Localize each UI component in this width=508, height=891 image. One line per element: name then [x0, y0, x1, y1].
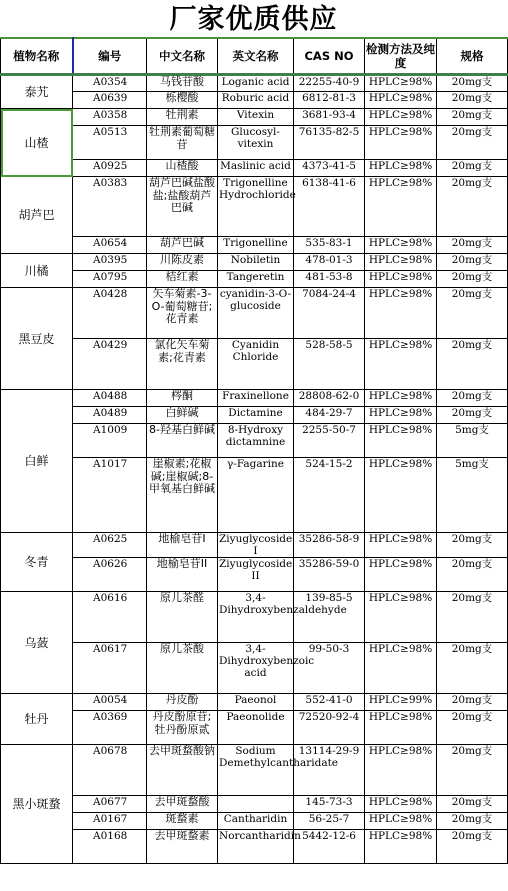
header-code: 编号 [73, 38, 147, 75]
english-name-cell [218, 796, 294, 813]
english-name-cell: Vitexin [218, 109, 294, 126]
table-row [1, 458, 508, 533]
product-code-cell: A0354 [73, 75, 147, 92]
english-name-cell: cyanidin-3-O-glucoside [218, 288, 294, 339]
english-name-cell: Trigonelline [218, 237, 294, 254]
cas-number-cell: 6812-81-3 [294, 92, 365, 109]
method-cell: HPLC≥98% [365, 126, 437, 160]
method-cell: HPLC≥98% [365, 407, 437, 424]
product-code-cell: A0167 [73, 813, 147, 830]
chinese-name-cell: 马钱苷酸 [147, 75, 218, 92]
english-name-cell: Trigonelline Hydrochloride [218, 177, 294, 237]
spec-cell: 20mg支 [437, 339, 508, 390]
method-cell: HPLC≥98% [365, 177, 437, 237]
method-cell: HPLC≥98% [365, 424, 437, 458]
table-row [1, 796, 508, 813]
plant-name-cell: 乌蔹 [1, 592, 73, 694]
table-row [1, 160, 508, 177]
english-name-cell: Cantharidin [218, 813, 294, 830]
plant-name-cell: 白鲜 [1, 390, 73, 533]
english-name-cell: γ-Fagarine [218, 458, 294, 533]
header-row [1, 38, 508, 75]
plant-name-cell: 川橘 [1, 254, 73, 288]
spec-cell: 20mg支 [437, 92, 508, 109]
header-spec: 规格 [437, 38, 508, 75]
chinese-name-cell: 原儿茶醛 [147, 592, 218, 643]
method-cell: HPLC≥98% [365, 592, 437, 643]
cas-number-cell: 145-73-3 [294, 796, 365, 813]
header-method: 检测方法及纯度 [365, 38, 437, 75]
product-code-cell: A0617 [73, 643, 147, 694]
cas-number-cell: 72520-92-4 [294, 711, 365, 745]
chinese-name-cell: 去甲斑蝥素 [147, 830, 218, 864]
product-code-cell: A0925 [73, 160, 147, 177]
cas-number-cell: 28808-62-0 [294, 390, 365, 407]
chinese-name-cell: 牡荆素 [147, 109, 218, 126]
product-code-cell: A0358 [73, 109, 147, 126]
product-code-cell: A0639 [73, 92, 147, 109]
cas-number-cell: 5442-12-6 [294, 830, 365, 864]
table-row [1, 643, 508, 694]
spec-cell: 5mg支 [437, 424, 508, 458]
method-cell: HPLC≥98% [365, 745, 437, 796]
english-name-cell: 3,4-Dihydroxybenzoic acid [218, 643, 294, 694]
method-cell: HPLC≥98% [365, 458, 437, 533]
cas-number-cell: 6138-41-6 [294, 177, 365, 237]
product-code-cell: A0513 [73, 126, 147, 160]
english-name-cell: Paeonol [218, 694, 294, 711]
document-title: 厂家优质供应 [169, 4, 338, 35]
table-row [1, 745, 508, 796]
table-row [1, 390, 508, 407]
table-row [1, 237, 508, 254]
spec-cell: 20mg支 [437, 830, 508, 864]
product-code-cell: A0625 [73, 533, 147, 558]
cas-number-cell: 99-50-3 [294, 643, 365, 694]
chinese-name-cell: 川陈皮素 [147, 254, 218, 271]
product-code-cell: A0616 [73, 592, 147, 643]
spec-cell: 20mg支 [437, 254, 508, 271]
cas-number-cell: 478-01-3 [294, 254, 365, 271]
table-row [1, 830, 508, 864]
table-row [1, 126, 508, 160]
product-code-cell: A0488 [73, 390, 147, 407]
spec-cell: 20mg支 [437, 407, 508, 424]
english-name-cell: Roburic acid [218, 92, 294, 109]
cas-number-cell: 2255-50-7 [294, 424, 365, 458]
chinese-name-cell: 地榆皂苷II [147, 558, 218, 592]
table-row [1, 254, 508, 271]
cas-number-cell: 56-25-7 [294, 813, 365, 830]
product-table [0, 37, 508, 864]
plant-name-cell: 山楂 [1, 109, 73, 177]
spec-cell: 20mg支 [437, 75, 508, 92]
cas-number-cell: 35286-58-9 [294, 533, 365, 558]
english-name-cell: Sodium Demethylcantharidate [218, 745, 294, 796]
product-code-cell: A0428 [73, 288, 147, 339]
method-cell: HPLC≥98% [365, 830, 437, 864]
english-name-cell: Nobiletin [218, 254, 294, 271]
cas-number-cell: 535-83-1 [294, 237, 365, 254]
cas-number-cell: 22255-40-9 [294, 75, 365, 92]
cas-number-cell: 7084-24-4 [294, 288, 365, 339]
table-row [1, 592, 508, 643]
chinese-name-cell: 丹皮酚 [147, 694, 218, 711]
cas-number-cell: 4373-41-5 [294, 160, 365, 177]
cas-number-cell: 139-85-5 [294, 592, 365, 643]
chinese-name-cell: 梣酮 [147, 390, 218, 407]
spec-cell: 20mg支 [437, 796, 508, 813]
product-code-cell: A0429 [73, 339, 147, 390]
product-code-cell: A0168 [73, 830, 147, 864]
product-code-cell: A0795 [73, 271, 147, 288]
chinese-name-cell: 地榆皂苷I [147, 533, 218, 558]
product-code-cell: A0369 [73, 711, 147, 745]
chinese-name-cell: 8-羟基白鲜碱 [147, 424, 218, 458]
english-name-cell: Ziyuglycoside I [219, 533, 293, 557]
spec-cell: 20mg支 [437, 390, 508, 407]
english-name-cell: 8-Hydroxy dictamnine [218, 424, 294, 458]
table-row [1, 75, 508, 92]
english-name-cell: Dictamine [218, 407, 294, 424]
method-cell: HPLC≥98% [365, 813, 437, 830]
product-code-cell: A0383 [73, 177, 147, 237]
chinese-name-cell: 崖椒素;花椒碱;崖椒碱;8-甲氧基白鲜碱 [147, 458, 218, 533]
english-name-cell: Ziyuglycoside II [218, 558, 294, 592]
method-cell: HPLC≥99% [365, 694, 437, 711]
spec-cell: 20mg支 [437, 813, 508, 830]
spec-cell: 20mg支 [437, 592, 508, 643]
table-body [1, 75, 508, 864]
chinese-name-cell: 葫芦巴碱 [147, 237, 218, 254]
cas-number-cell: 484-29-7 [294, 407, 365, 424]
chinese-name-cell: 氯化矢车菊素;花青素 [147, 339, 218, 390]
spec-cell: 20mg支 [437, 558, 508, 592]
plant-name-cell: 牡丹 [1, 694, 73, 745]
english-name-cell: Cyanidin Chloride [218, 339, 294, 390]
method-cell: HPLC≥98% [365, 92, 437, 109]
spec-cell: 20mg支 [437, 745, 508, 796]
table-row [1, 177, 508, 237]
spec-cell: 20mg支 [437, 271, 508, 288]
cas-number-cell: 3681-93-4 [294, 109, 365, 126]
method-cell: HPLC≥98% [365, 643, 437, 694]
table-row [1, 92, 508, 109]
method-cell: HPLC≥98% [365, 109, 437, 126]
table-row [1, 694, 508, 711]
chinese-name-cell: 桔红素 [147, 271, 218, 288]
plant-name-cell: 泰艽 [1, 75, 73, 109]
cas-number-cell: 552-41-0 [294, 694, 365, 711]
product-code-cell: A1009 [73, 424, 147, 458]
method-cell: HPLC≥98% [365, 711, 437, 745]
table-row [1, 813, 508, 830]
table-row [1, 558, 508, 592]
chinese-name-cell: 丹皮酚原苷;牡丹酚原贰 [147, 711, 218, 745]
method-cell: HPLC≥98% [365, 533, 437, 558]
english-name-cell: 3,4-Dihydroxybenzaldehyde [218, 592, 294, 643]
method-cell: HPLC≥98% [365, 796, 437, 813]
header-en-name: 英文名称 [218, 38, 294, 75]
chinese-name-cell: 葫芦巴碱盐酸盐;盐酸葫芦巴碱 [147, 177, 218, 237]
spec-cell: 20mg支 [437, 177, 508, 237]
product-code-cell: A0395 [73, 254, 147, 271]
method-cell: HPLC≥98% [365, 271, 437, 288]
spec-cell: 5mg支 [437, 458, 508, 533]
english-name-cell: Maslinic acid [218, 160, 294, 177]
spec-cell: 20mg支 [437, 533, 508, 558]
method-cell: HPLC≥98% [365, 160, 437, 177]
cas-number-cell: 76135-82-5 [294, 126, 365, 160]
spec-cell: 20mg支 [437, 288, 508, 339]
chinese-name-cell: 山楂酸 [147, 160, 218, 177]
header-plant: 植物名称 [1, 38, 73, 75]
chinese-name-cell: 原儿茶酸 [147, 643, 218, 694]
table-row [1, 339, 508, 390]
chinese-name-cell: 斑蝥素 [147, 813, 218, 830]
plant-name-cell: 胡芦巴 [1, 177, 73, 254]
table-row [1, 711, 508, 745]
chinese-name-cell: 去甲斑蝥酸钠 [147, 745, 218, 796]
cas-number-cell: 35286-59-0 [294, 558, 365, 592]
product-code-cell: A0654 [73, 237, 147, 254]
spec-cell: 20mg支 [437, 160, 508, 177]
chinese-name-cell: 去甲斑蝥酸 [147, 796, 218, 813]
cas-number-cell: 524-15-2 [294, 458, 365, 533]
header-cn-name: 中文名称 [147, 38, 218, 75]
chinese-name-cell: 栎樱酸 [147, 92, 218, 109]
english-name-cell: Norcantharidin [218, 830, 294, 864]
table-row [1, 109, 508, 126]
product-code-cell: A0677 [73, 796, 147, 813]
table-row [1, 288, 508, 339]
product-code-cell: A0626 [73, 558, 147, 592]
product-code-cell: A1017 [73, 458, 147, 533]
table-row [1, 407, 508, 424]
english-name-cell: Tangeretin [218, 271, 294, 288]
plant-name-cell: 黑豆皮 [1, 288, 73, 390]
cas-number-cell: 481-53-8 [294, 271, 365, 288]
table-row [1, 424, 508, 458]
method-cell: HPLC≥98% [365, 390, 437, 407]
spec-cell: 20mg支 [437, 109, 508, 126]
spec-cell: 20mg支 [437, 711, 508, 745]
method-cell: HPLC≥98% [365, 237, 437, 254]
table-row [1, 271, 508, 288]
method-cell: HPLC≥98% [365, 254, 437, 271]
spec-cell: 20mg支 [437, 694, 508, 711]
plant-name-cell: 冬青 [1, 533, 73, 592]
spec-cell: 20mg支 [437, 237, 508, 254]
method-cell: HPLC≥98% [365, 339, 437, 390]
method-cell: HPLC≥98% [365, 558, 437, 592]
chinese-name-cell: 牡荆素葡萄糖苷 [147, 126, 218, 160]
chinese-name-cell: 矢车菊素-3-O-葡萄糖苷;花青素 [147, 288, 218, 339]
header-cas: CAS NO [294, 38, 365, 75]
english-name-cell: Fraxinellone [218, 390, 294, 407]
english-name-cell: Paeonolide [218, 711, 294, 745]
chinese-name-cell: 白鲜碱 [147, 407, 218, 424]
method-cell: HPLC≥98% [365, 75, 437, 92]
method-cell: HPLC≥98% [365, 288, 437, 339]
product-code-cell: A0054 [73, 694, 147, 711]
spec-cell: 20mg支 [437, 643, 508, 694]
english-name-cell: Glucosyl-vitexin [218, 126, 294, 160]
spec-cell: 20mg支 [437, 126, 508, 160]
product-code-cell: A0678 [73, 745, 147, 796]
english-name-cell: Loganic acid [218, 75, 294, 92]
plant-name-cell: 黑小斑蝥 [1, 745, 73, 864]
table-row [1, 533, 508, 558]
cas-number-cell: 528-58-5 [294, 339, 365, 390]
cas-number-cell: 13114-29-9 [294, 745, 365, 796]
product-code-cell: A0489 [73, 407, 147, 424]
